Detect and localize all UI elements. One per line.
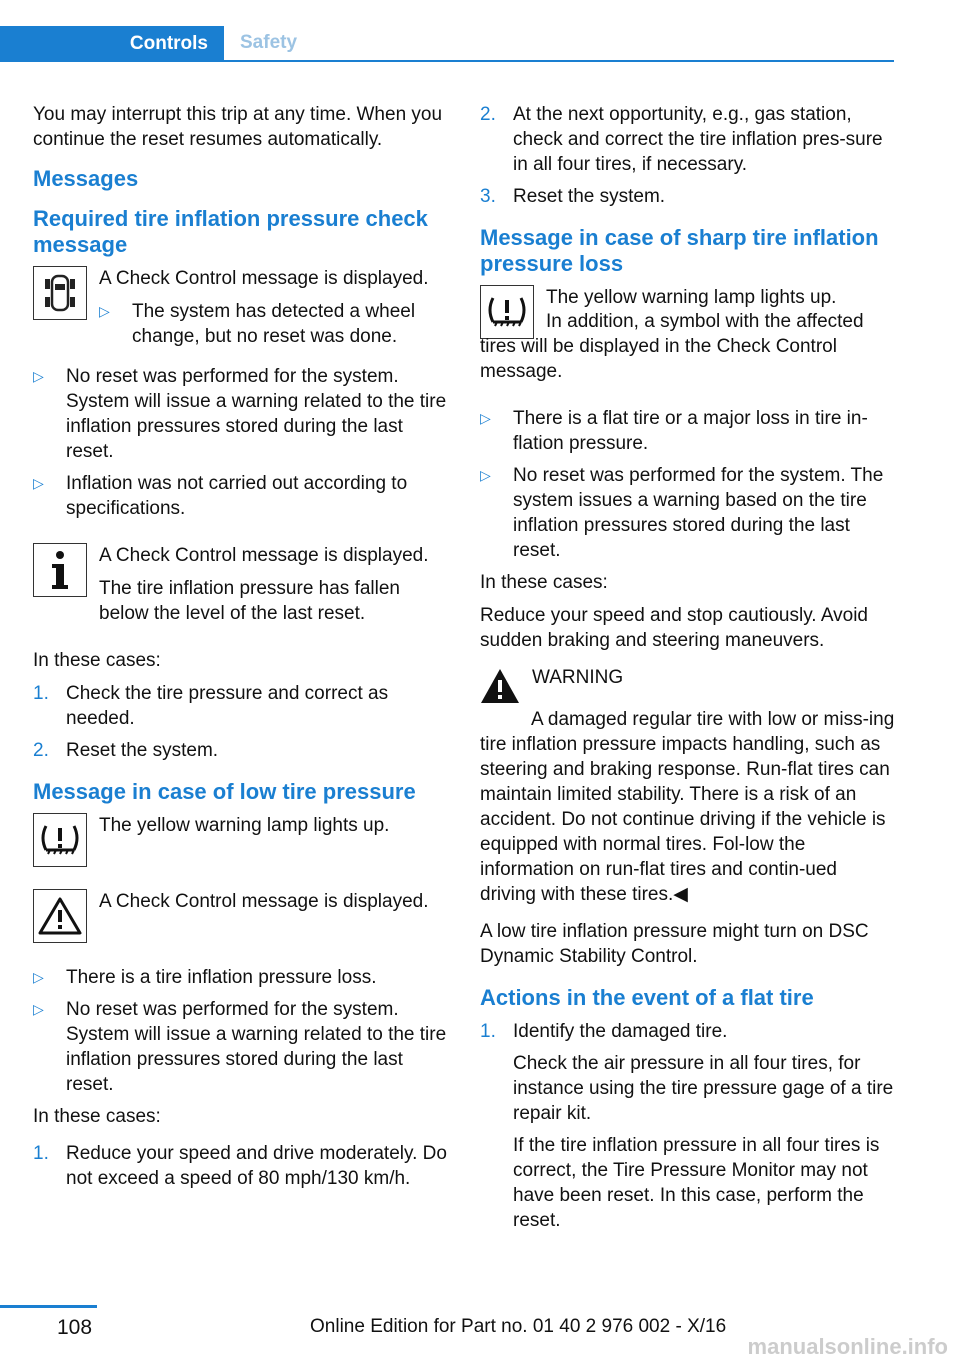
step-text: At the next opportunity, e.g., gas station, check and correct the tire inflation pres‐sure in all four tires, if necessary. [513, 104, 883, 175]
edition-text: Online Edition for Part no. 01 40 2 976 002 - X/16 [310, 1316, 727, 1337]
low-cc-block [33, 889, 447, 943]
tab-underline [0, 60, 894, 62]
list-item [480, 102, 896, 177]
list-item [480, 406, 896, 456]
bullet-text: No reset was performed for the system. System will issue a warning related to the tire inflation pressures stored during the last reset. [66, 366, 447, 462]
cases-label: In these cases: [33, 650, 161, 671]
footer-rule [0, 1305, 97, 1308]
warning-text: A damaged regular tire with low or miss‐ing tire inflation pressure impacts handling, such as steering and braking response. Run-flat tires can maintain limited stability. There is a risk of an accident. Do not continue driving if the vehicle is equipped with normal tires. Fol‐low the information on run-flat tires and contin‐ued driving with these tires.◀ [480, 709, 895, 905]
bullet-text: No reset was performed for the system. System will issue a warning related to the tire inflation pressures stored during the last reset. [66, 999, 447, 1095]
low-cc-text: A Check Control message is displayed. [99, 891, 429, 912]
bullet-text: There is a flat tire or a major loss in tire in‐flation pressure. [513, 408, 868, 454]
info-icon [33, 543, 87, 597]
step-number: 2. [480, 104, 496, 125]
list-item [33, 471, 447, 521]
list-item [33, 738, 447, 763]
step-text: Reduce your speed and drive moderately. Do not exceed a speed of 80 mph/130 km/h. [66, 1143, 447, 1189]
step-text: Identify the damaged tire. [513, 1021, 728, 1042]
tab-safety[interactable]: Safety [240, 32, 298, 53]
warning-block [480, 665, 896, 707]
page-number: 108 [57, 1316, 93, 1339]
heading-low-pressure: Message in case of low tire pressure [33, 779, 416, 804]
cases-label: In these cases: [480, 572, 608, 593]
low-lamp-text: The yellow warning lamp lights up. [99, 815, 390, 836]
info-text-2: The tire inflation pressure has fallen below the level of the last reset. [99, 578, 400, 624]
list-item [33, 997, 447, 1097]
list-item [480, 463, 896, 563]
right-column [480, 102, 896, 1247]
cases-label: In these cases: [33, 1106, 161, 1127]
warning-triangle-icon [480, 667, 520, 707]
bullet-text: Inflation was not carried out according to specifications. [66, 473, 408, 519]
step-number: 1. [33, 1143, 49, 1164]
heading-sharp-loss: Message in case of sharp tire inflation pressure loss [480, 225, 879, 276]
bullet-marker: ▷ [480, 467, 491, 483]
list-item [33, 1141, 447, 1191]
list-item [480, 184, 896, 209]
warning-title: WARNING [532, 667, 624, 688]
step-detail-1: Check the air pressure in all four tires, for instance using the tire pressure gage of a tire repair kit. [513, 1053, 894, 1124]
bullet-marker: ▷ [99, 303, 110, 319]
heading-required-check: Required tire inflation pressure check message [33, 206, 428, 257]
warning-triangle-icon [33, 889, 87, 943]
dsc-text: A low tire inflation pressure might turn on DSC Dynamic Stability Control. [480, 921, 869, 967]
step-number: 3. [480, 186, 496, 207]
heading-messages: Messages [33, 166, 139, 191]
watermark: manualsonline.info [747, 1334, 948, 1359]
bullet-marker: ▷ [480, 410, 491, 426]
low-lamp-block [33, 813, 447, 867]
tire-positions-icon [33, 266, 87, 320]
bullet-text: The system has detected a wheel change, but no reset was done. [132, 301, 416, 347]
reduce-speed-text: Reduce your speed and stop cautiously. Avoid sudden braking and steering maneuvers. [480, 605, 868, 651]
step-text: Check the tire pressure and correct as needed. [66, 683, 389, 729]
list-item [33, 364, 447, 464]
sharp-text-1: The yellow warning lamp lights up. [546, 287, 837, 308]
bullet-text: There is a tire inflation pressure loss. [66, 967, 377, 988]
step-number: 1. [33, 683, 49, 704]
tire-pressure-warning-icon [480, 285, 534, 339]
info-block [33, 543, 447, 634]
step-number: 2. [33, 740, 49, 761]
tire-pressure-warning-icon [33, 813, 87, 867]
step-text: Reset the system. [513, 186, 666, 207]
bullet-marker: ▷ [33, 368, 44, 384]
step-text: Reset the system. [66, 740, 219, 761]
bullet-marker: ▷ [33, 1001, 44, 1017]
step-number: 1. [480, 1021, 496, 1042]
sharp-text-2: In addition, a symbol with the affected tires will be displayed in the Check Control message. [480, 311, 864, 382]
bullet-marker: ▷ [33, 969, 44, 985]
intro-paragraph: You may interrupt this trip at any time. When you continue the reset resumes automatically. [33, 104, 443, 150]
required-check-text: A Check Control message is displayed. [99, 268, 429, 289]
list-item [33, 681, 447, 731]
list-item [480, 1019, 896, 1240]
list-item [99, 299, 447, 349]
list-item [33, 965, 447, 990]
bullet-marker: ▷ [33, 475, 44, 491]
heading-flat-tire-actions: Actions in the event of a flat tire [480, 985, 814, 1010]
required-check-block [33, 266, 447, 356]
left-column [33, 102, 447, 1198]
info-text-1: A Check Control message is displayed. [99, 545, 429, 566]
section-tabs [0, 26, 894, 62]
tab-controls[interactable]: Controls [0, 26, 224, 62]
step-detail-2: If the tire inflation pressure in all four tires is correct, the Tire Pressure Monitor may not have been reset. In this case, perform the reset. [513, 1135, 880, 1231]
bullet-text: No reset was performed for the system. The system issues a warning based on the tire inflation pressures stored during the last reset. [513, 465, 884, 561]
